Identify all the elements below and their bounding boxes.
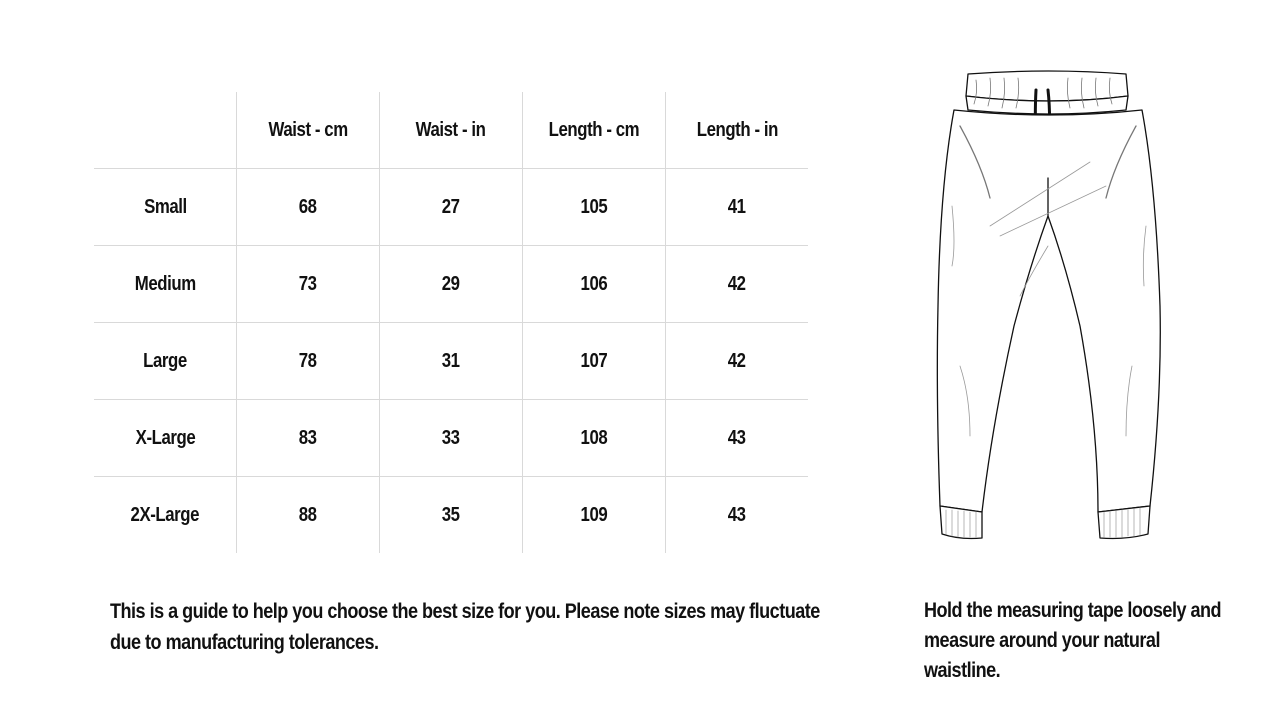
header-length-in: Length - in bbox=[666, 92, 809, 169]
waist-in-value: 27 bbox=[380, 169, 523, 246]
waist-in-value: 35 bbox=[380, 477, 523, 554]
waist-cm-value: 68 bbox=[237, 169, 380, 246]
header-length-cm: Length - cm bbox=[523, 92, 666, 169]
header-cell-empty bbox=[94, 92, 237, 169]
waist-in-value: 29 bbox=[380, 246, 523, 323]
table-row bbox=[94, 477, 808, 554]
waist-cm-value: 73 bbox=[237, 246, 380, 323]
size-label: Large bbox=[94, 323, 237, 400]
waist-in-value: 31 bbox=[380, 323, 523, 400]
measure-tip-text: Hold the measuring tape loosely and measure around your natural waistline. bbox=[924, 599, 1222, 682]
header-waist-cm: Waist - cm bbox=[237, 92, 380, 169]
table-header-row bbox=[94, 92, 808, 169]
size-label: X-Large bbox=[94, 400, 237, 477]
size-guide-note-text: This is a guide to help you choose the best size for you. Please note sizes may fluctuate due to manufacturing tolerances. bbox=[110, 600, 820, 654]
size-label: 2X-Large bbox=[94, 477, 237, 554]
waist-in-value: 33 bbox=[380, 400, 523, 477]
length-cm-value: 108 bbox=[523, 400, 666, 477]
length-cm-value: 105 bbox=[523, 169, 666, 246]
measure-tip bbox=[924, 596, 1224, 686]
table-row bbox=[94, 323, 808, 400]
table-row bbox=[94, 246, 808, 323]
length-cm-value: 109 bbox=[523, 477, 666, 554]
length-cm-value: 107 bbox=[523, 323, 666, 400]
length-in-value: 42 bbox=[666, 246, 809, 323]
length-in-value: 43 bbox=[666, 477, 809, 554]
length-cm-value: 106 bbox=[523, 246, 666, 323]
size-label: Medium bbox=[94, 246, 237, 323]
header-waist-in: Waist - in bbox=[380, 92, 523, 169]
waist-cm-value: 83 bbox=[237, 400, 380, 477]
jogger-pants-icon bbox=[930, 66, 1170, 542]
size-label: Small bbox=[94, 169, 237, 246]
waist-cm-value: 78 bbox=[237, 323, 380, 400]
size-guide-note bbox=[110, 596, 830, 658]
size-chart-table bbox=[94, 92, 808, 553]
waist-cm-value: 88 bbox=[237, 477, 380, 554]
table-row bbox=[94, 400, 808, 477]
length-in-value: 42 bbox=[666, 323, 809, 400]
length-in-value: 41 bbox=[666, 169, 809, 246]
length-in-value: 43 bbox=[666, 400, 809, 477]
table-row bbox=[94, 169, 808, 246]
